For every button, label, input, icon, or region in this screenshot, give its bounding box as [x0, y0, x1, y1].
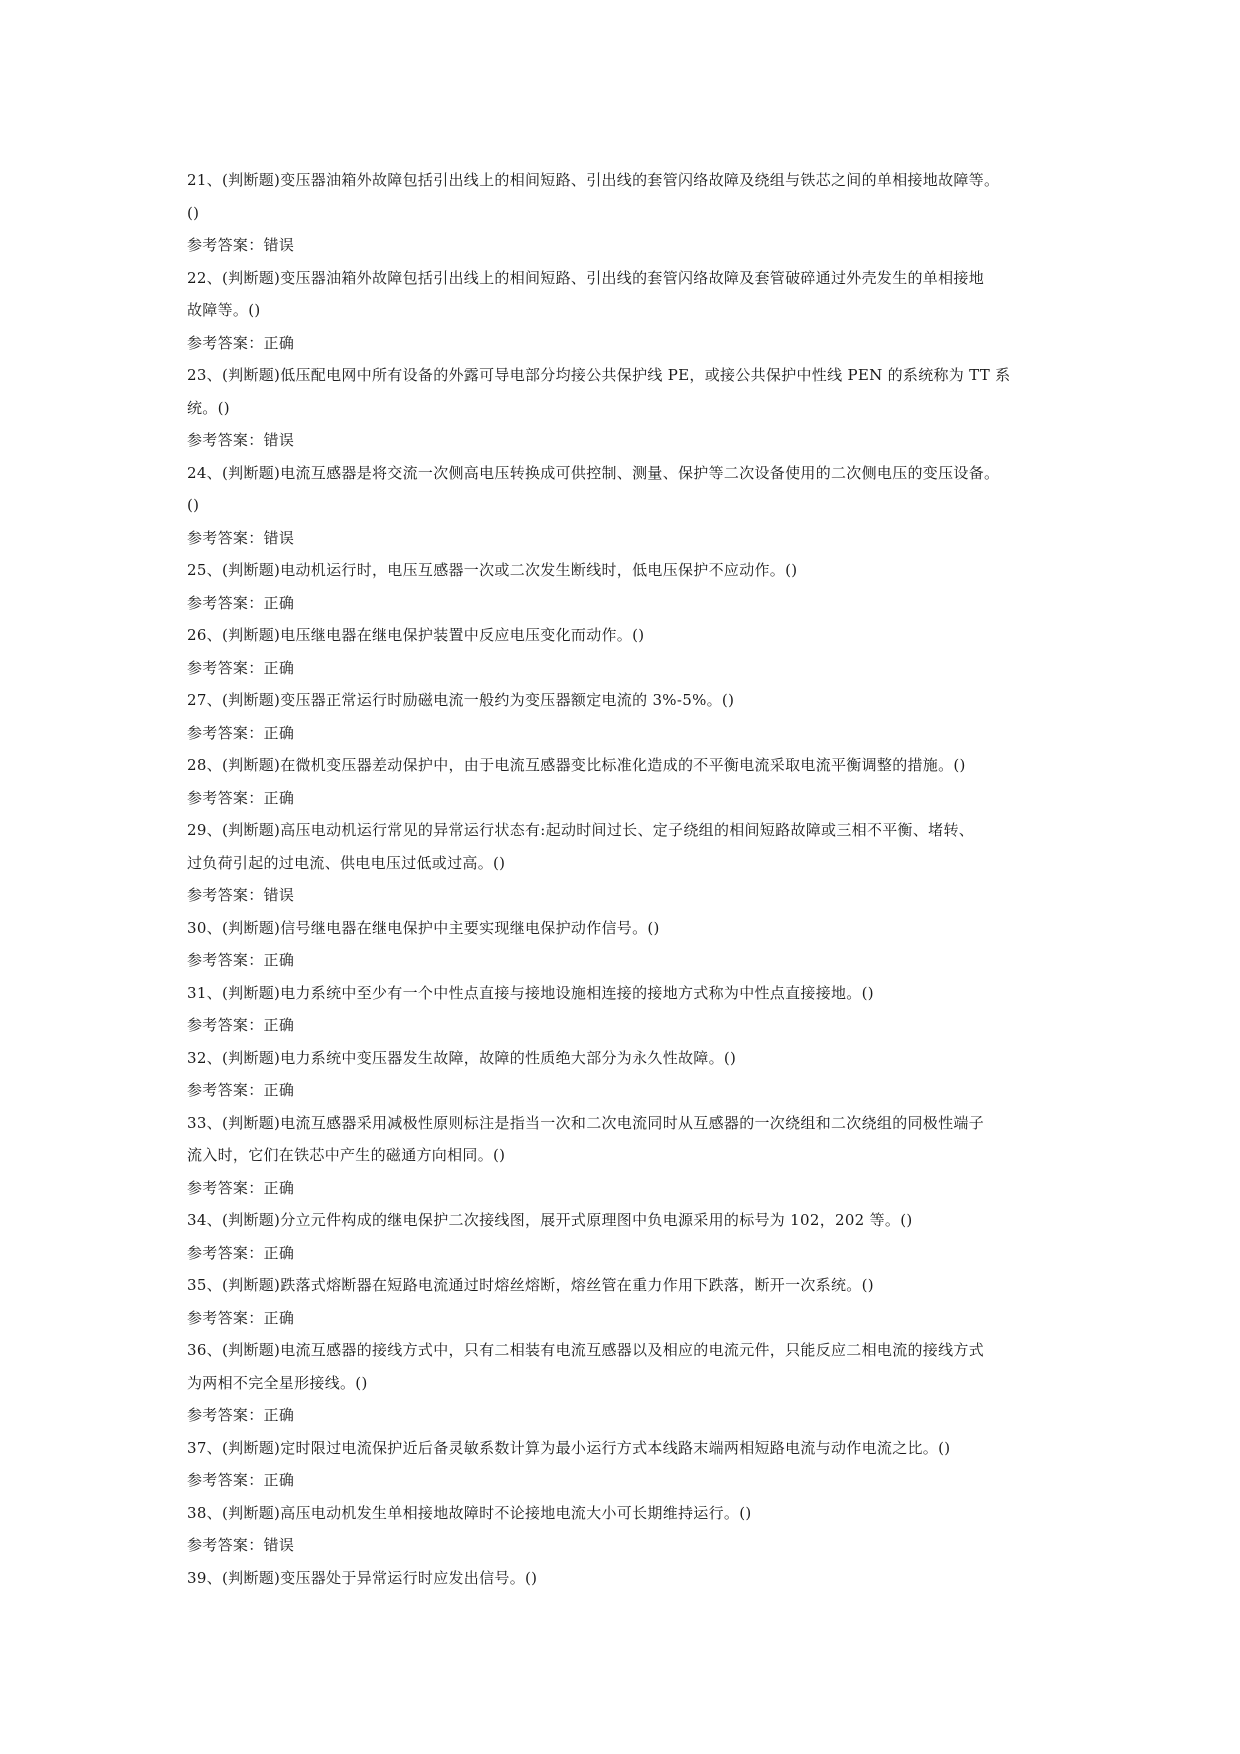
question-item	[187, 1042, 1067, 1107]
question-text-line: 32、(判断题)电力系统中变压器发生故障，故障的性质绝大部分为永久性故障。()	[187, 1048, 737, 1067]
question-text-line: 22、(判断题)变压器油箱外故障包括引出线上的相间短路、引出线的套管闪络故障及套管破碎通过外壳发生的单相接地	[187, 268, 984, 287]
question-text-line: 28、(判断题)在微机变压器差动保护中，由于电流互感器变比标准化造成的不平衡电流采取电流平衡调整的措施。()	[187, 756, 966, 774]
answer-line	[187, 1529, 1067, 1562]
answer-value: 正确	[263, 333, 295, 352]
question-list	[187, 164, 1067, 1594]
answer-value: 正确	[263, 1308, 295, 1327]
question-item	[187, 457, 1067, 555]
question-item	[187, 977, 1067, 1042]
answer-label: 参考答案：	[187, 1308, 264, 1327]
question-text-line: 27、(判断题)变压器正常运行时励磁电流一般约为变压器额定电流的 3%-5%。()	[187, 691, 735, 709]
answer-line	[187, 229, 1067, 262]
question-text-line: 35、(判断题)跌落式熔断器在短路电流通过时熔丝熔断，熔丝管在重力作用下跌落，断开一次系统。()	[187, 1276, 874, 1294]
answer-label: 参考答案：	[187, 1016, 264, 1034]
question-text-line: 统。()	[187, 398, 230, 417]
answer-label: 参考答案：	[187, 593, 264, 612]
question-text-line: 39、(判断题)变压器处于异常运行时应发出信号。()	[187, 1568, 538, 1587]
answer-value: 正确	[263, 788, 295, 807]
answer-value: 正确	[263, 1406, 295, 1424]
answer-label: 参考答案：	[187, 951, 264, 969]
answer-line	[187, 944, 1067, 977]
question-text-line: ()	[187, 203, 200, 222]
answer-line	[187, 1009, 1067, 1042]
answer-line	[187, 1399, 1067, 1432]
answer-value: 错误	[263, 431, 295, 449]
answer-value: 正确	[263, 1081, 295, 1099]
question-text-line: 23、(判断题)低压配电网中所有设备的外露可导电部分均接公共保护线 PE，或接公共保护中性线 PEN 的系统称为 TT 系	[187, 366, 1011, 384]
question-text-line: 21、(判断题)变压器油箱外故障包括引出线上的相间短路、引出线的套管闪络故障及绕组与铁芯之间的单相接地故障等。	[187, 171, 1000, 189]
answer-value: 正确	[263, 723, 295, 742]
answer-label: 参考答案：	[187, 886, 264, 904]
question-text-line: 34、(判断题)分立元件构成的继电保护二次接线图，展开式原理图中负电源采用的标号为 102，202 等。()	[187, 1211, 913, 1229]
question-text-line: 30、(判断题)信号继电器在继电保护中主要实现继电保护动作信号。()	[187, 918, 660, 937]
answer-value: 错误	[263, 236, 295, 254]
answer-label: 参考答案：	[187, 1536, 264, 1554]
answer-line	[187, 717, 1067, 750]
answer-line	[187, 879, 1067, 912]
question-item	[187, 554, 1067, 619]
answer-line	[187, 424, 1067, 457]
answer-label: 参考答案：	[187, 723, 264, 742]
question-item	[187, 1334, 1067, 1432]
answer-value: 正确	[263, 1016, 295, 1034]
answer-line	[187, 1302, 1067, 1335]
question-text-line: 24、(判断题)电流互感器是将交流一次侧高电压转换成可供控制、测量、保护等二次设备使用的二次侧电压的变压设备。	[187, 463, 1000, 482]
question-text-line: ()	[187, 496, 200, 514]
question-item	[187, 1107, 1067, 1205]
question-item	[187, 684, 1067, 749]
question-item	[187, 912, 1067, 977]
answer-label: 参考答案：	[187, 658, 264, 677]
answer-label: 参考答案：	[187, 1081, 264, 1099]
answer-value: 错误	[263, 528, 295, 547]
question-text-line: 26、(判断题)电压继电器在继电保护装置中反应电压变化而动作。()	[187, 626, 645, 644]
answer-label: 参考答案：	[187, 1406, 264, 1424]
answer-value: 正确	[263, 1243, 295, 1262]
question-item	[187, 1204, 1067, 1269]
answer-value: 正确	[263, 951, 295, 969]
question-text-line: 29、(判断题)高压电动机运行常见的异常运行状态有:起动时间过长、定子绕组的相间短路故障或三相不平衡、堵转、	[187, 821, 975, 839]
answer-label: 参考答案：	[187, 788, 264, 807]
question-item	[187, 1562, 1067, 1595]
question-item	[187, 1497, 1067, 1562]
answer-value: 正确	[263, 658, 295, 677]
answer-line	[187, 782, 1067, 815]
answer-label: 参考答案：	[187, 528, 264, 547]
question-text-line: 33、(判断题)电流互感器采用减极性原则标注是指当一次和二次电流同时从互感器的一次绕组和二次绕组的同极性端子	[187, 1113, 984, 1132]
answer-line	[187, 587, 1067, 620]
question-item	[187, 1269, 1067, 1334]
answer-label: 参考答案：	[187, 431, 264, 449]
question-item	[187, 814, 1067, 912]
answer-line	[187, 522, 1067, 555]
question-text-line: 故障等。()	[187, 301, 261, 319]
answer-label: 参考答案：	[187, 1243, 264, 1262]
question-item	[187, 164, 1067, 262]
question-text-line: 31、(判断题)电力系统中至少有一个中性点直接与接地设施相连接的接地方式称为中性点直接接地。()	[187, 983, 874, 1002]
answer-line	[187, 327, 1067, 360]
question-item	[187, 749, 1067, 814]
answer-label: 参考答案：	[187, 1471, 264, 1489]
question-text-line: 为两相不完全星形接线。()	[187, 1373, 368, 1392]
answer-label: 参考答案：	[187, 333, 264, 352]
answer-line	[187, 1464, 1067, 1497]
question-text-line: 过负荷引起的过电流、供电电压过低或过高。()	[187, 853, 506, 872]
answer-value: 错误	[263, 886, 295, 904]
question-item	[187, 1432, 1067, 1497]
answer-line	[187, 1172, 1067, 1205]
answer-value: 正确	[263, 593, 295, 612]
answer-label: 参考答案：	[187, 1178, 264, 1197]
question-item	[187, 262, 1067, 360]
answer-line	[187, 1074, 1067, 1107]
question-item	[187, 359, 1067, 457]
question-item	[187, 619, 1067, 684]
answer-line	[187, 652, 1067, 685]
question-text-line: 37、(判断题)定时限过电流保护近后备灵敏系数计算为最小运行方式本线路末端两相短路电流与动作电流之比。()	[187, 1438, 951, 1457]
answer-line	[187, 1237, 1067, 1270]
question-text-line: 36、(判断题)电流互感器的接线方式中，只有二相装有电流互感器以及相应的电流元件，只能反应二相电流的接线方式	[187, 1341, 984, 1359]
answer-value: 正确	[263, 1178, 295, 1197]
answer-value: 正确	[263, 1471, 295, 1489]
question-text-line: 38、(判断题)高压电动机发生单相接地故障时不论接地电流大小可长期维持运行。()	[187, 1503, 752, 1522]
question-text-line: 25、(判断题)电动机运行时，电压互感器一次或二次发生断线时，低电压保护不应动作。()	[187, 561, 798, 579]
question-text-line: 流入时，它们在铁芯中产生的磁通方向相同。()	[187, 1146, 506, 1164]
answer-value: 错误	[263, 1536, 295, 1554]
answer-label: 参考答案：	[187, 236, 264, 254]
